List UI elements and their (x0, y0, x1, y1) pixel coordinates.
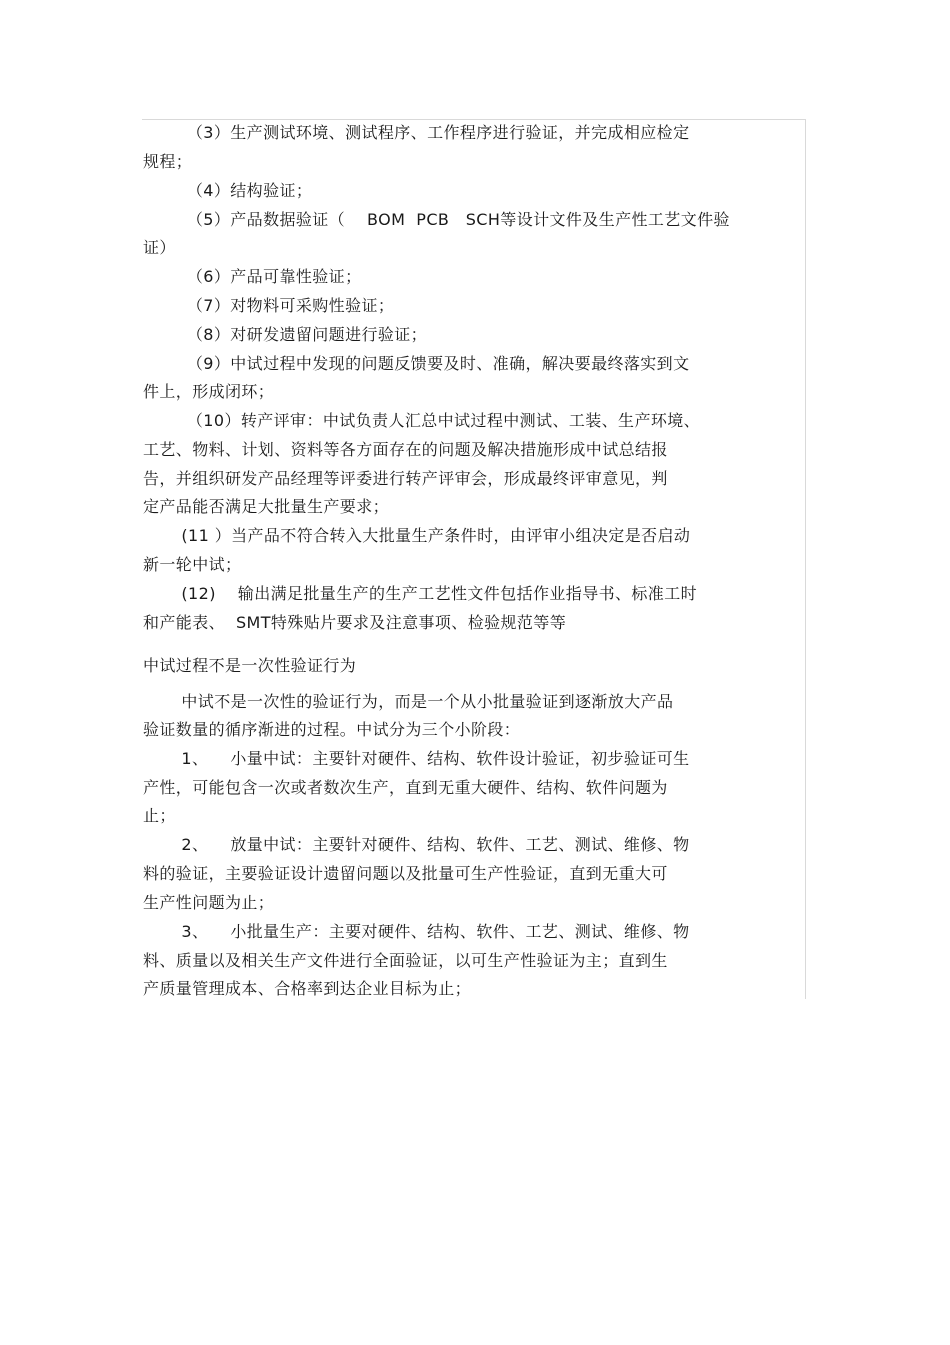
section-heading: 中试过程不是一次性验证行为 (143, 656, 357, 675)
text-line: 工艺、物料、计划、资料等各方面存在的问题及解决措施形成中试总结报 (143, 440, 668, 459)
text-line: 2、 放量中试：主要针对硬件、结构、软件、工艺、测试、维修、物 (143, 835, 690, 854)
text-line: （8）对研发遗留问题进行验证； (143, 325, 428, 344)
text-line: 告，并组织研发产品经理等评委进行转产评审会，形成最终评审意见，判 (143, 469, 668, 488)
text-line: 止； (143, 806, 176, 825)
text-line: 验证数量的循序渐进的过程。中试分为三个小阶段： (143, 720, 521, 739)
text-line: 料、质量以及相关生产文件进行全面验证，以可生产性验证为主；直到生 (143, 951, 668, 970)
text-line: 件上，形成闭环； (143, 382, 275, 401)
text-line: （7）对物料可采购性验证； (143, 296, 395, 315)
text-line: 和产能表、 SMT特殊贴片要求及注意事项、检验规范等等 (143, 613, 567, 632)
text-line: (12) 输出满足批量生产的生产工艺性文件包括作业指导书、标准工时 (143, 584, 697, 603)
text-line: （4）结构验证； (143, 181, 313, 200)
text-line: 生产性问题为止； (143, 893, 275, 912)
text-line: （3）生产测试环境、测试程序、工作程序进行验证，并完成相应检定 (143, 123, 690, 142)
text-line: 1、 小量中试：主要针对硬件、结构、软件设计验证，初步验证可生 (143, 749, 690, 768)
text-line: 规程； (143, 152, 193, 171)
text-line: （6）产品可靠性验证； (143, 267, 362, 286)
text-line: 产性，可能包含一次或者数次生产，直到无重大硬件、结构、软件问题为 (143, 778, 668, 797)
text-line: （9）中试过程中发现的问题反馈要及时、准确，解决要最终落实到文 (143, 354, 690, 373)
text-line: （5）产品数据验证（ BOM PCB SCH等设计文件及生产性工艺文件验 (143, 210, 730, 229)
text-line: (11 ）当产品不符合转入大批量生产条件时，由评审小组决定是否启动 (143, 526, 691, 545)
text-line: 料的验证，主要验证设计遗留问题以及批量可生产性验证，直到无重大可 (143, 864, 668, 883)
text-line: 定产品能否满足大批量生产要求； (143, 497, 390, 516)
text-line: 3、 小批量生产：主要对硬件、结构、软件、工艺、测试、维修、物 (143, 922, 690, 941)
text-line: 产质量管理成本、合格率到达企业目标为止； (143, 979, 472, 998)
text-line: 新一轮中试； (143, 555, 242, 574)
text-line: （10）转产评审：中试负责人汇总中试过程中测试、工装、生产环境、 (143, 411, 701, 430)
text-line: 中试不是一次性的验证行为，而是一个从小批量验证到逐渐放大产品 (143, 692, 674, 711)
text-line: 证） (143, 238, 176, 257)
